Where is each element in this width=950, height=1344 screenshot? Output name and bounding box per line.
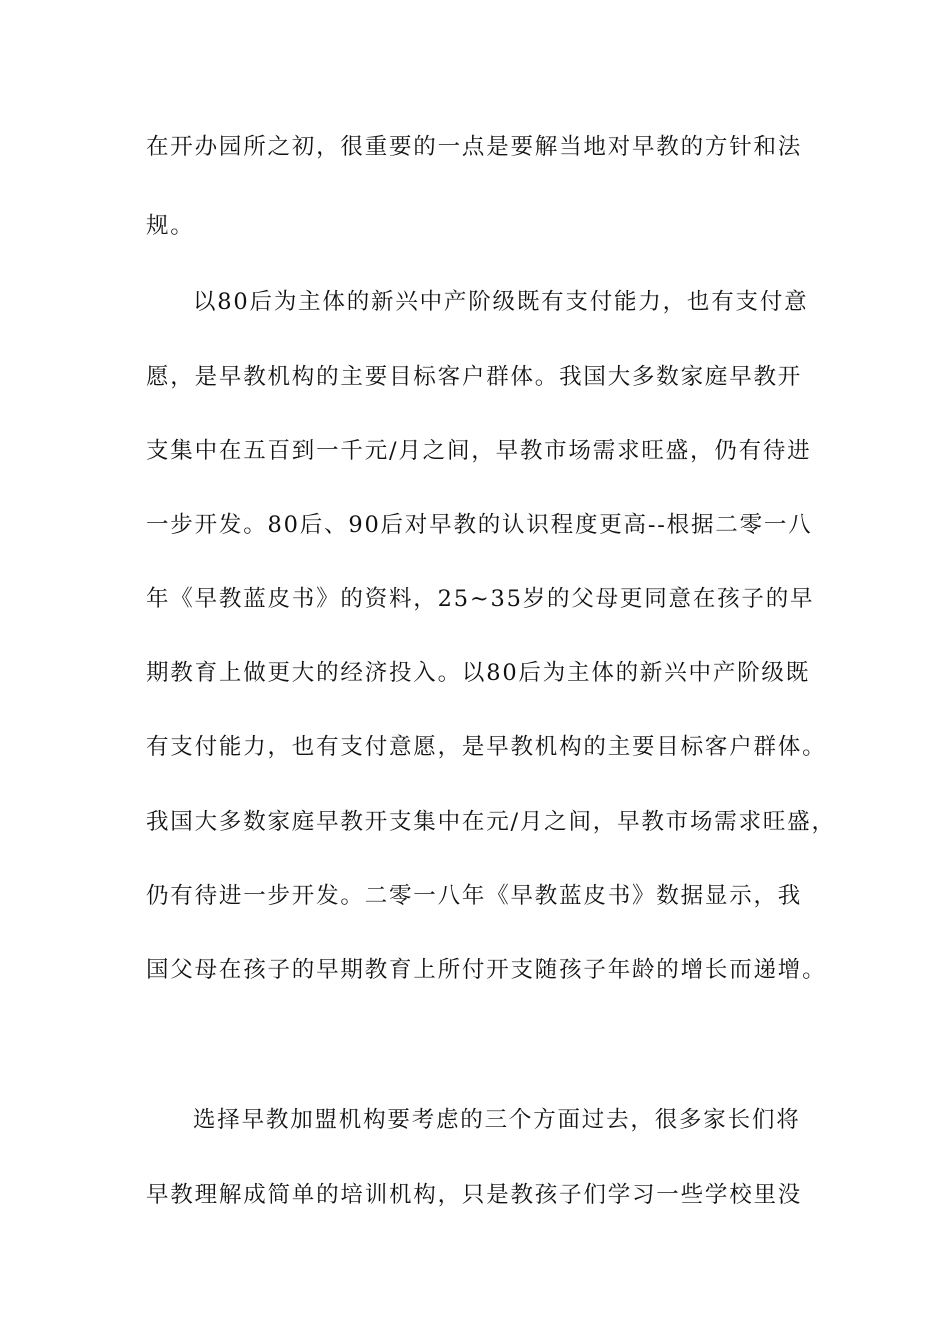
- paragraph-2-line-5: 年《早教蓝皮书》的资料，25~35岁的父母更同意在孩子的早: [146, 586, 815, 612]
- paragraph-1-line-2: 规。: [146, 213, 195, 239]
- paragraph-2-line-4: 一步开发。80后、90后对早教的认识程度更高--根据二零一八: [146, 512, 813, 538]
- paragraph-2-line-3: 支集中在五百到一千元/月之间，早教市场需求旺盛，仍有待进: [146, 438, 812, 464]
- paragraph-2-line-7: 有支付能力，也有支付意愿，是早教机构的主要目标客户群体。: [146, 734, 827, 760]
- paragraph-3-line-2: 早教理解成简单的培训机构，只是教孩子们学习一些学校里没: [146, 1182, 803, 1208]
- paragraph-2-line-8: 我国大多数家庭早教开支集中在元/月之间，早教市场需求旺盛，: [146, 809, 836, 835]
- paragraph-2-line-9: 仍有待进一步开发。二零一八年《早教蓝皮书》数据显示，我: [146, 883, 803, 909]
- paragraph-3-line-1: 选择早教加盟机构要考虑的三个方面过去，很多家长们将: [193, 1107, 801, 1133]
- paragraph-2-line-6: 期教育上做更大的经济投入。以80后为主体的新兴中产阶级既: [146, 660, 811, 686]
- paragraph-2-line-1: 以80后为主体的新兴中产阶级既有支付能力，也有支付意: [193, 289, 809, 315]
- paragraph-1-line-1: 在开办园所之初，很重要的一点是要解当地对早教的方针和法: [146, 134, 803, 160]
- paragraph-2-line-10: 国父母在孩子的早期教育上所付开支随孩子年龄的增长而递增。: [146, 957, 827, 983]
- paragraph-2-line-2: 愿，是早教机构的主要目标客户群体。我国大多数家庭早教开: [146, 364, 803, 390]
